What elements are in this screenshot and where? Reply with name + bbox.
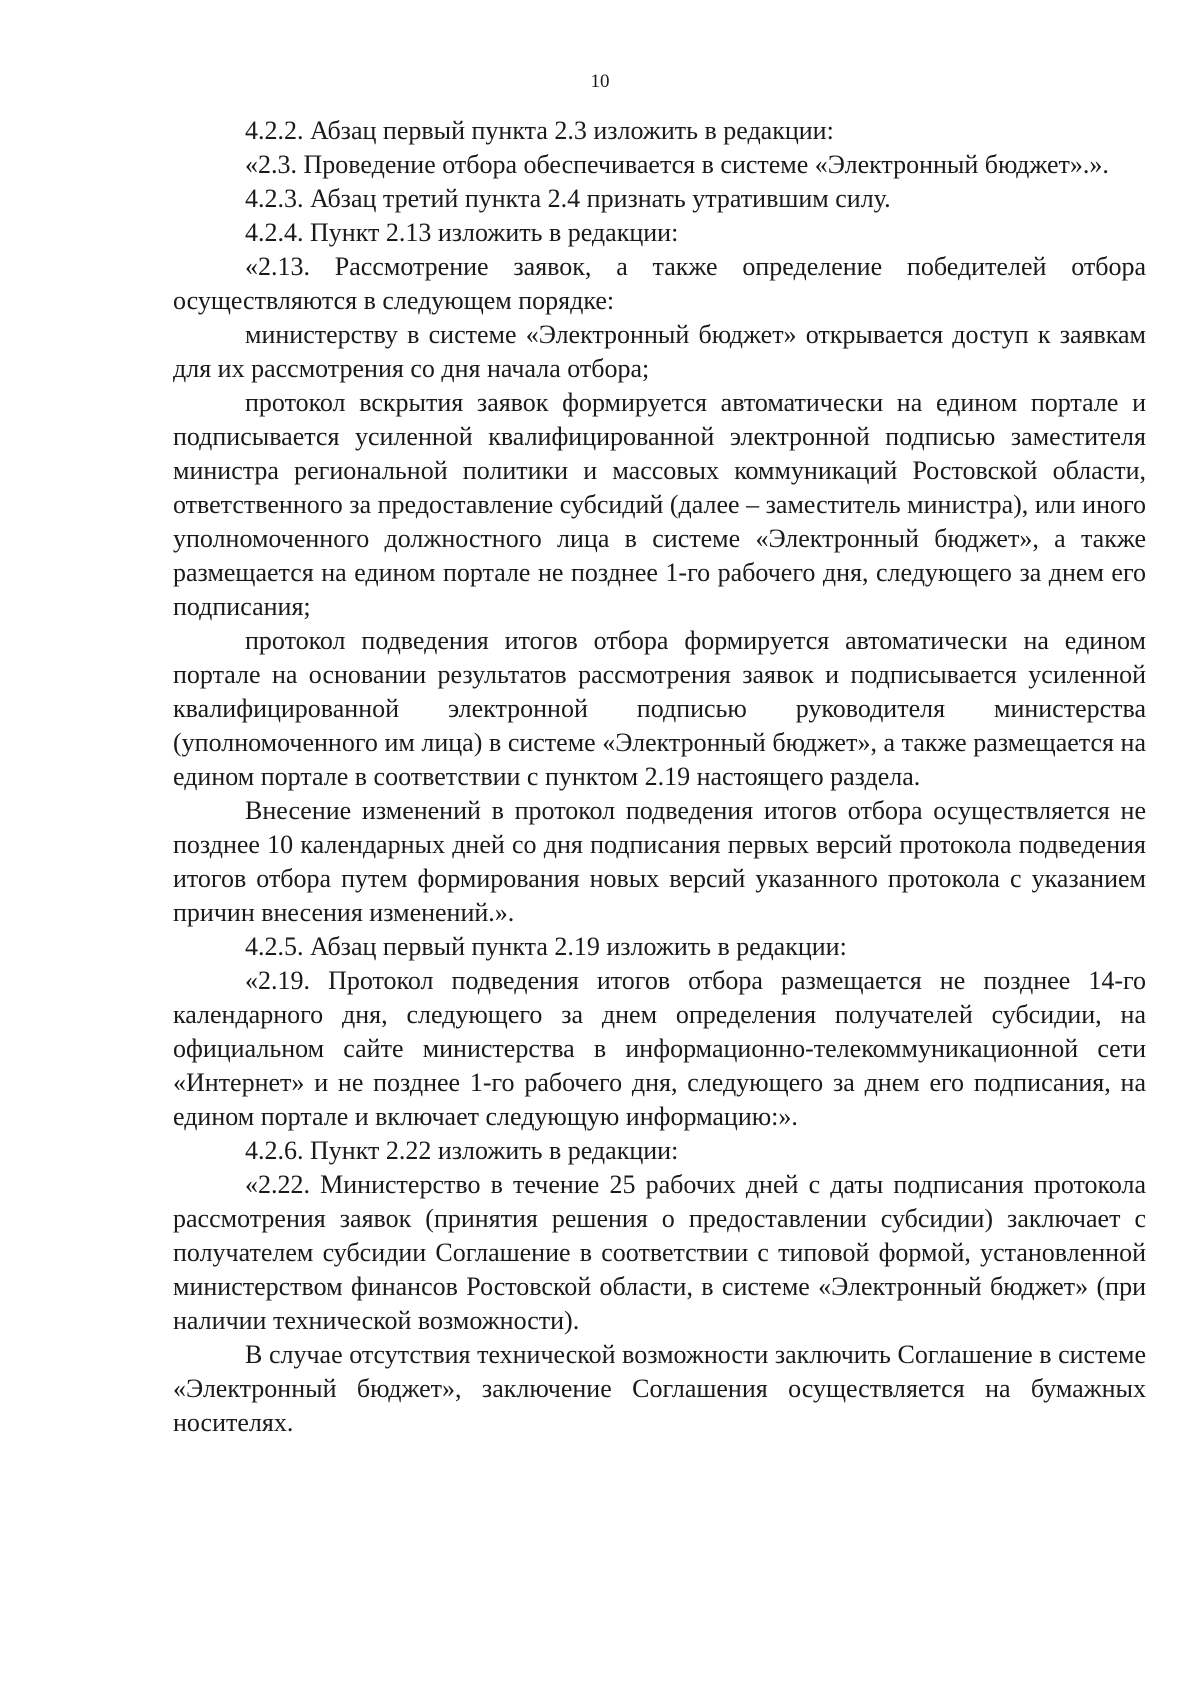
paragraph-2-22-text: «2.22. Министерство в течение 25 рабочих дней с даты подписания протокола рассмотрения заявок (принятия решения о предоставлении субсидии) заключает с получателем субсидии Соглашение в соответствии с типовой формой, установленной министерством финансов Ростовской области, в системе «Электронный бюджет» (при наличии технической возможности).: [173, 1170, 1146, 1335]
paragraph-4-2-6: 4.2.6. Пункт 2.22 изложить в редакции:: [245, 1136, 679, 1165]
paragraph-4-2-4: 4.2.4. Пункт 2.13 изложить в редакции:: [245, 218, 679, 247]
paragraph-4-2-5: 4.2.5. Абзац первый пункта 2.19 изложить в редакции:: [245, 932, 847, 961]
paragraph-4-2-3: 4.2.3. Абзац третий пункта 2.4 признать утратившим силу.: [245, 184, 891, 213]
page-number: 10: [590, 71, 610, 92]
paragraph-protocol-changes: Внесение изменений в протокол подведения итогов отбора осуществляется не позднее 10 календарных дней со дня подписания первых версий протокола подведения итогов отбора путем формирования новых версий указанного протокола с указанием причин внесения изменений.».: [173, 796, 1146, 927]
paragraph-2-13-text: «2.13. Рассмотрение заявок, а также определение победителей отбора осуществляются в следующем порядке:: [173, 252, 1146, 315]
paragraph-opening-protocol: протокол вскрытия заявок формируется автоматически на едином портале и подписывается усиленной квалифицированной электронной подписью заместителя министра региональной политики и массовых коммуникаций Ростовской области, ответственного за предоставление субсидий (далее – заместитель министра), или иного уполномоченного должностного лица в системе «Электронный бюджет», а также размещается на едином портале не позднее 1-го рабочего дня, следующего за днем его подписания;: [173, 388, 1146, 621]
paragraph-4-2-2: 4.2.2. Абзац первый пункта 2.3 изложить в редакции:: [245, 116, 834, 145]
document-body: [173, 114, 1146, 1440]
paragraph-ministry-access: министерству в системе «Электронный бюджет» открывается доступ к заявкам для их рассмотрения со дня начала отбора;: [173, 320, 1146, 383]
paragraph-2-19-text: «2.19. Протокол подведения итогов отбора размещается не позднее 14-го календарного дня, следующего за днем определения получателей субсидии, на официальном сайте министерства в информационно-телекоммуникационной сети «Интернет» и не позднее 1-го рабочего дня, следующего за днем его подписания, на едином портале и включает следующую информацию:».: [173, 966, 1146, 1131]
paragraph-paper-agreement: В случае отсутствия технической возможности заключить Соглашение в системе «Электронный бюджет», заключение Соглашения осуществляется на бумажных носителях.: [173, 1340, 1146, 1437]
paragraph-results-protocol: протокол подведения итогов отбора формируется автоматически на едином портале на основании результатов рассмотрения заявок и подписывается усиленной квалифицированной электронной подписью руководителя министерства (уполномоченного им лица) в системе «Электронный бюджет», а также размещается на едином портале в соответствии с пунктом 2.19 настоящего раздела.: [173, 626, 1146, 791]
paragraph-2-3-text: «2.3. Проведение отбора обеспечивается в системе «Электронный бюджет».».: [245, 150, 1109, 179]
